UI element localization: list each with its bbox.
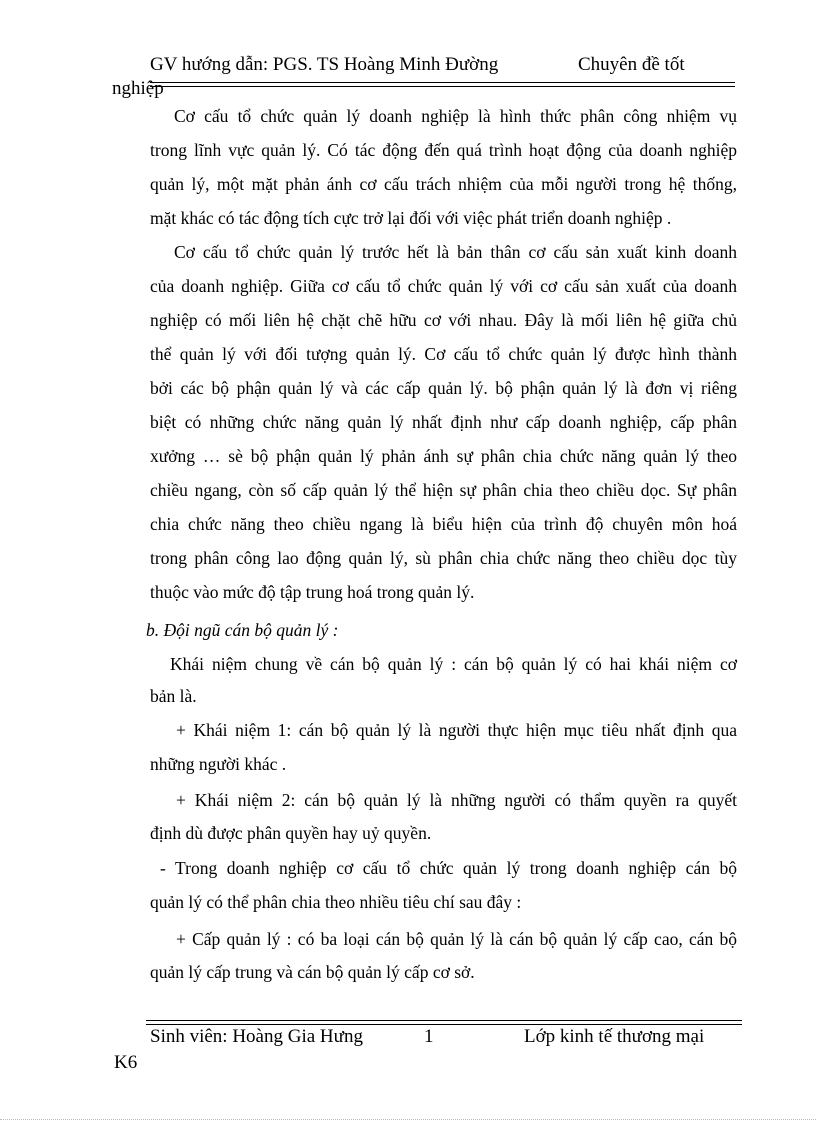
text-line: quản lý có thể phân chia theo nhiều tiêu chí sau đây : [150, 892, 522, 912]
text-line: thể quản lý với đối tượng quản lý. Cơ cấu tổ chức quản lý được hình thành [150, 344, 737, 364]
text-line: quản lý, một mặt phản ánh cơ cấu trách nhiệm của mỗi người trong hệ thống, [150, 174, 737, 194]
text-line: + Khái niệm 1: cán bộ quản lý là người thực hiện mục tiêu nhất định qua [176, 720, 737, 740]
text-line: quản lý cấp trung và cán bộ quản lý cấp cơ sở. [150, 962, 475, 982]
footer-rule-bottom [146, 1024, 742, 1025]
text-line: trong phân công lao động quản lý, sù phân chia chức năng theo chiều dọc tùy [150, 548, 737, 568]
page-number: 1 [424, 1026, 434, 1047]
header-advisor: GV hướng dẫn: PGS. TS Hoàng Minh Đường [150, 54, 499, 75]
text-line: chia chức năng theo chiều ngang là biểu hiện của trình độ chuyên môn hoá [150, 514, 737, 534]
footer-rule-top [146, 1020, 742, 1021]
text-line: chiều ngang, còn số cấp quản lý thể hiện sự phân chia theo chiều dọc. Sự phân [150, 480, 737, 500]
section-heading: b. Đội ngũ cán bộ quản lý : [146, 620, 339, 640]
header-title-continued: nghiệp [112, 78, 164, 99]
text-line: xưởng … sè bộ phận quản lý phản ánh sự phân chia chức năng quản lý theo [150, 446, 737, 466]
text-line: + Khái niệm 2: cán bộ quản lý là những người có thẩm quyền ra quyết [176, 790, 737, 810]
text-line: Khái niệm chung về cán bộ quản lý : cán bộ quản lý có hai khái niệm cơ [170, 654, 737, 674]
page-edge [0, 1119, 816, 1120]
text-line: của doanh nghiệp. Giữa cơ cấu tổ chức quản lý với cơ cấu sản xuất của doanh [150, 276, 737, 296]
footer-class: Lớp kinh tế thương mại [524, 1026, 705, 1047]
footer-student: Sinh viên: Hoàng Gia Hưng [150, 1026, 363, 1047]
text-line: biệt có những chức năng quản lý nhất định như cấp doanh nghiệp, cấp phân [150, 412, 737, 432]
text-line: những người khác . [150, 754, 287, 774]
text-line: thuộc vào mức độ tập trung hoá trong quản lý. [150, 582, 475, 602]
text-line: mặt khác có tác động tích cực trở lại đối với việc phát triển doanh nghiệp . [150, 208, 672, 228]
text-line: - Trong doanh nghiệp cơ cấu tổ chức quản lý trong doanh nghiệp cán bộ [160, 858, 737, 878]
text-line: bởi các bộ phận quản lý và các cấp quản lý. bộ phận quản lý là đơn vị riêng [150, 378, 737, 398]
text-line: nghiệp có mối liên hệ chặt chẽ hữu cơ với nhau. Đây là mối liên hệ giữa chủ [150, 310, 737, 330]
text-line: + Cấp quản lý : có ba loại cán bộ quản lý là cán bộ quản lý cấp cao, cán bộ [176, 929, 737, 949]
footer-class-continued: K6 [114, 1052, 138, 1073]
text-line: Cơ cấu tổ chức quản lý doanh nghiệp là hình thức phân công nhiệm vụ [174, 106, 737, 126]
text-line: định dù được phân quyền hay uỷ quyền. [150, 823, 432, 843]
header-title: Chuyên đề tốt [578, 54, 685, 75]
header-rule-top [150, 82, 735, 83]
text-line: trong lĩnh vực quản lý. Có tác động đến quá trình hoạt động của doanh nghiệp [150, 140, 737, 160]
header-rule-bottom [150, 86, 735, 87]
text-line: Cơ cấu tổ chức quản lý trước hết là bản thân cơ cấu sản xuất kinh doanh [174, 242, 737, 262]
text-line: bản là. [150, 686, 197, 706]
